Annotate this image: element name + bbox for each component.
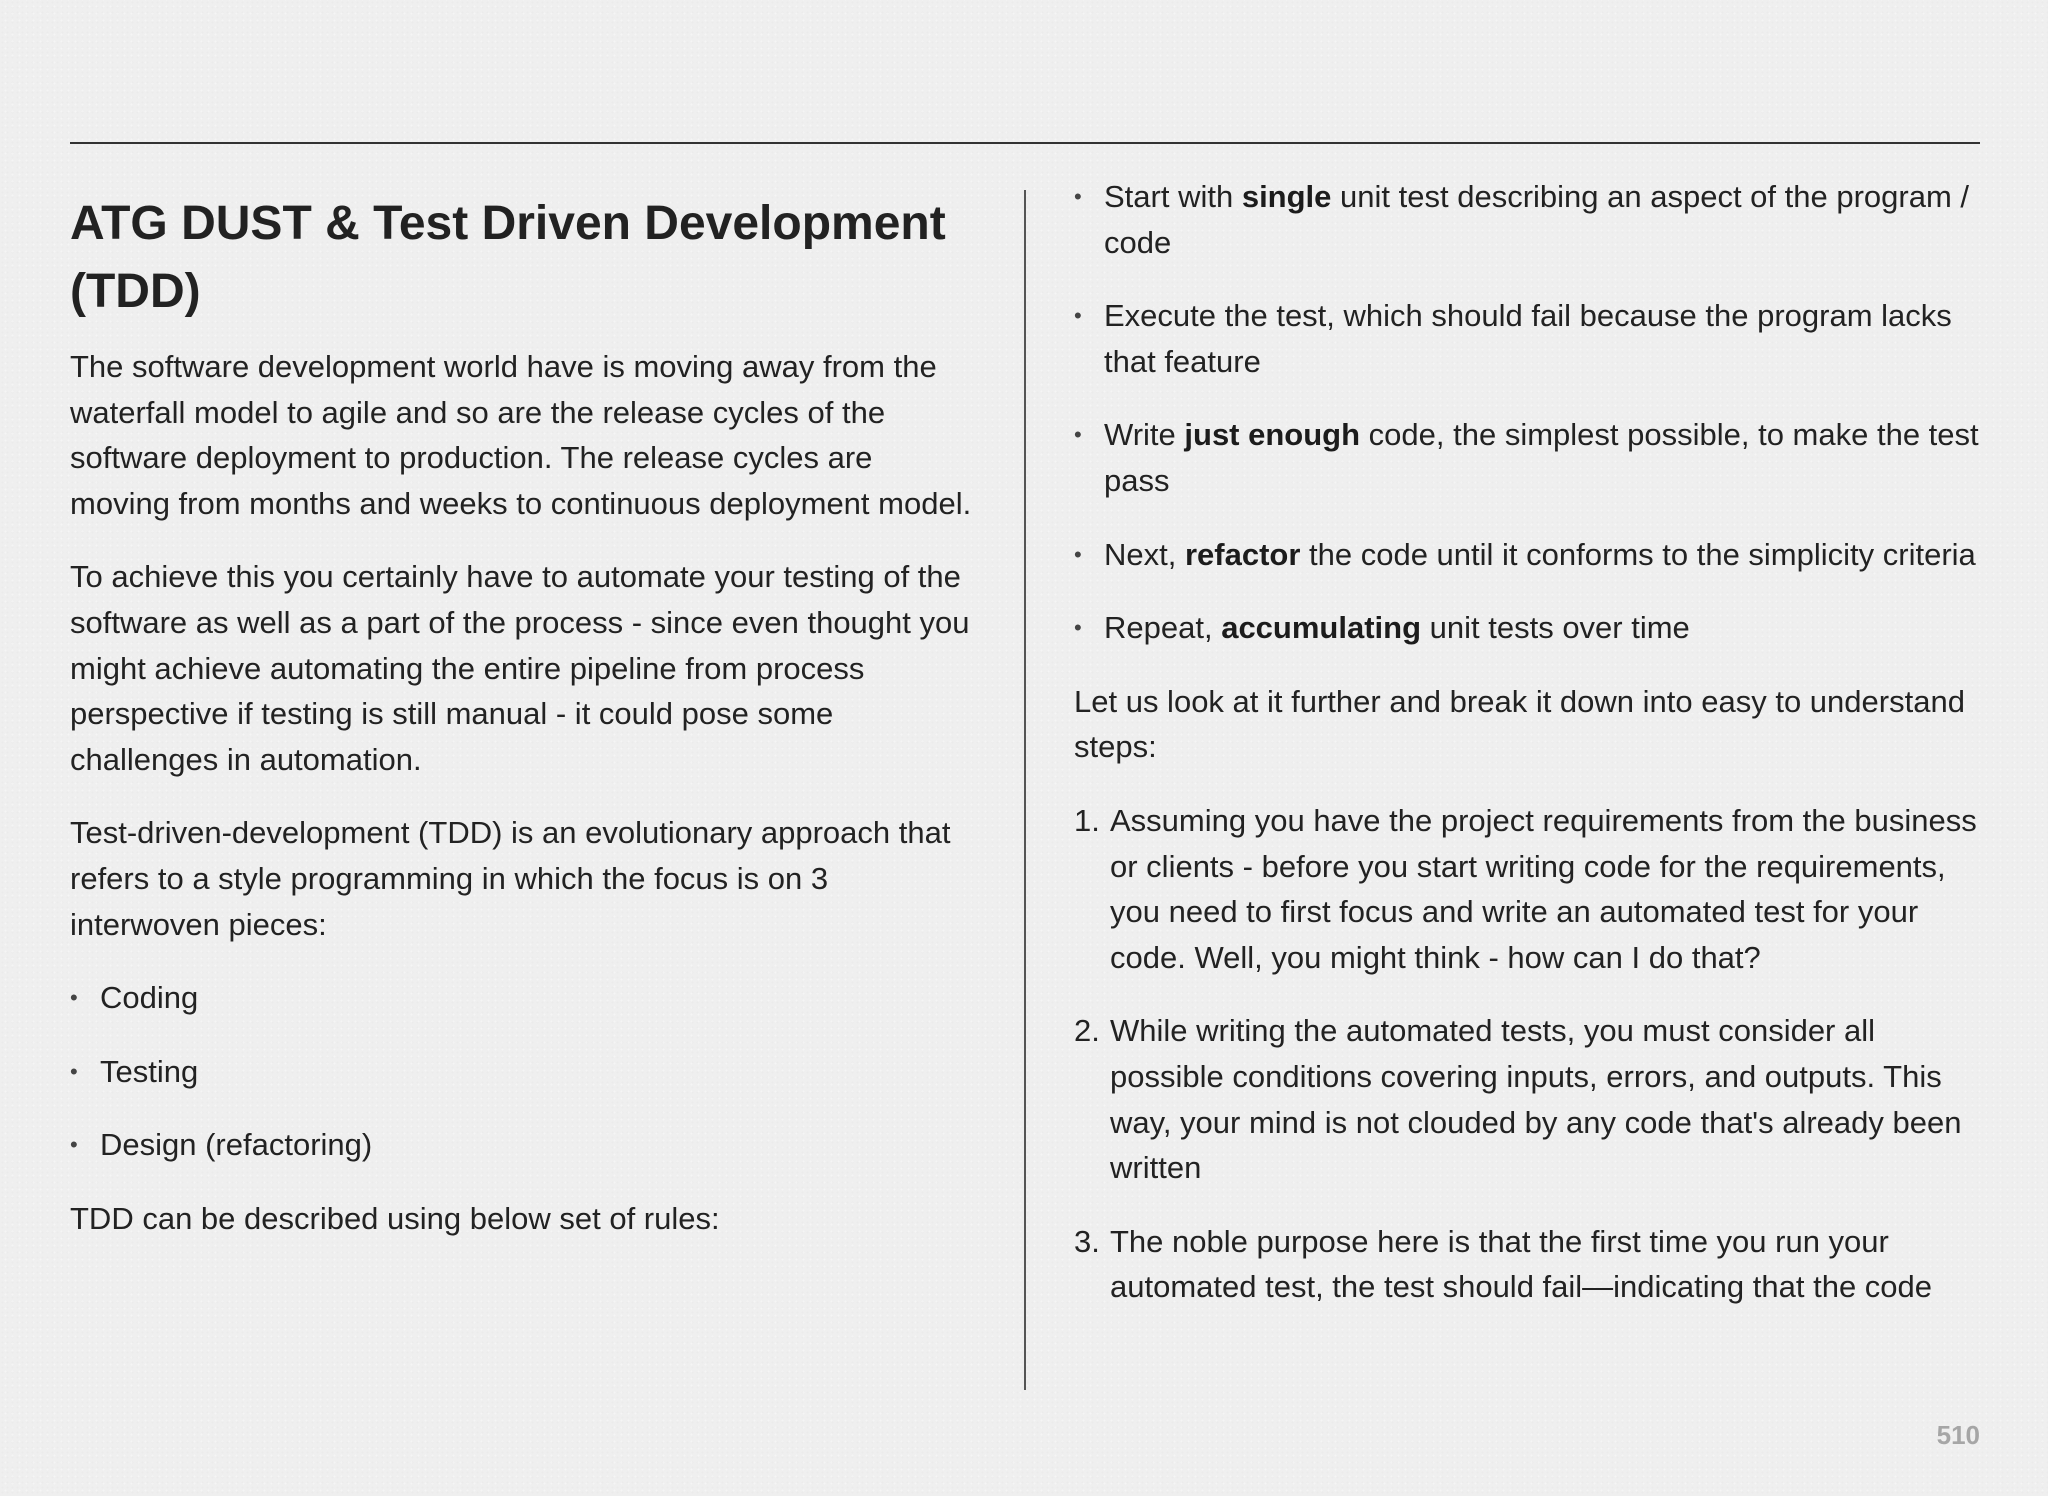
rule-text-pre: Execute the test, which should fail because the program lacks that feature [1104,298,1952,379]
steps-intro-paragraph: Let us look at it further and break it down into easy to understand steps: [1074,683,1965,765]
bullet-icon: • [1074,303,1082,329]
rule-text-pre: Repeat, [1104,610,1222,646]
list-item [1074,174,1980,265]
rules-intro-paragraph: TDD can be described using below set of rules: [70,1200,720,1236]
step-text: Assuming you have the project requirements from the business or clients - before you start writing code for the requirements, you need to first focus and write an automated test for your code. Well, you might think - how can I do that? [1110,802,1977,975]
list-item-text: Testing [100,1053,199,1089]
rule-text-bold: single [1241,179,1332,214]
bullet-icon: • [70,1058,78,1084]
bullet-icon: • [1074,422,1082,448]
bullet-icon: • [1074,615,1082,641]
list-item [1074,1219,1980,1310]
rule-text-bold: just enough [1184,417,1361,453]
list-item [1074,605,1980,651]
rule-text-pre: Start with [1104,179,1242,214]
rule-text-bold: accumulating [1221,610,1422,646]
step-number: 3. [1074,1223,1100,1259]
automation-paragraph: To achieve this you certainly have to automate your testing of the software as well as a part of the process - since even thought you might achieve automating the entire pipeline from process perspective if testing is still manual - it could pose some challenges in automation. [70,559,970,777]
rule-text-pre: Next, [1104,536,1185,572]
rules-list [1074,174,1980,651]
bullet-icon: • [70,985,78,1011]
list-item [70,1122,980,1168]
tdd-definition-paragraph: Test-driven-development (TDD) is an evolutionary approach that refers to a style programming in which the focus is on 3 interwoven pieces: [70,815,951,942]
rule-text-post: unit test describing an aspect of the program / code [1104,179,1969,260]
list-item [70,975,980,1021]
step-number: 1. [1074,802,1100,838]
list-item [1074,293,1980,384]
intro-paragraph: The software development world have is moving away from the waterfall model to agile and so are the release cycles of the software deployment to production. The release cycles are moving from months and weeks to continuous deployment model. [70,349,972,521]
column-divider [1024,190,1026,1390]
left-column [70,190,980,1270]
rule-text-bold: refactor [1184,536,1301,572]
bullet-icon: • [70,1132,78,1158]
step-text: While writing the automated tests, you must consider all possible conditions covering inputs, errors, and outputs. This way, your mind is not clouded by any code that's already been written [1110,1013,1962,1186]
list-item [1074,532,1980,578]
bullet-icon: • [1074,184,1082,209]
rule-text-post: unit tests over time [1421,610,1690,646]
list-item [70,1049,980,1095]
bullet-icon: • [1074,541,1082,567]
page-title: ATG DUST & Test Driven Development (TDD) [70,197,946,318]
list-item [1074,798,1980,980]
list-item [1074,412,1980,503]
header-rule [70,142,1980,144]
list-item-text: Design (refactoring) [100,1127,373,1163]
rule-text-post: the code until it conforms to the simplicity criteria [1300,536,1976,572]
right-column [1074,179,1980,1338]
steps-list [1074,798,1980,1310]
page-number: 510 [1936,1420,1980,1450]
step-text: The noble purpose here is that the first time you run your automated test, the test should fail—indicating that the code [1110,1223,1933,1305]
rule-text-post: code, the simplest possible, to make the test pass [1104,417,1979,498]
pieces-list [70,975,980,1168]
list-item-text: Coding [100,980,199,1016]
step-number: 2. [1074,1013,1100,1049]
list-item [1074,1008,1980,1190]
rule-text-pre: Write [1104,417,1185,453]
